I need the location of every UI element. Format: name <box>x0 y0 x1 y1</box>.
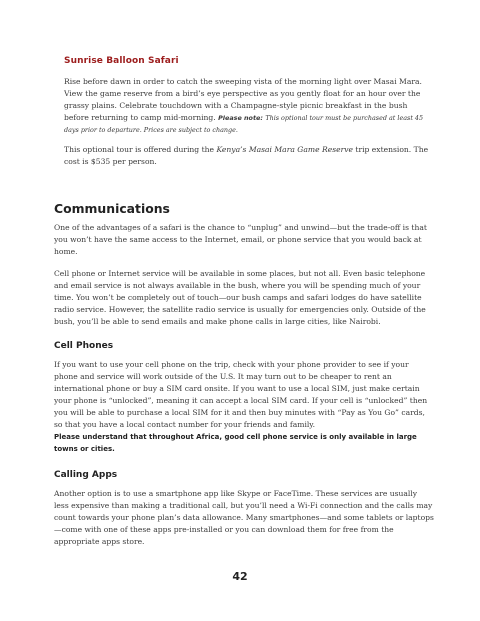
page-number: 42 <box>232 570 248 583</box>
optional-tour-section <box>64 56 434 176</box>
cell-phones-bold-note: Please understand that throughout Africa, good cell phone service is only available in large towns or cities. <box>54 433 417 453</box>
calling-apps-para: Another option is to use a smartphone app like Skype or FaceTime. These services are usually less expensive than making a traditional call, but you’ll need a Wi-Fi connection and the calls may count towards your phone plan’s data allowance. Many smartphones—and some tablets or laptops—come with one of these apps pre-installed or you can download them for free from the appropriate apps store. <box>54 489 434 546</box>
tour-title: Sunrise Balloon Safari <box>64 56 179 66</box>
tour-offer <box>64 144 434 168</box>
offer-prefix: This optional tour is offered during the <box>64 145 215 154</box>
tour-description-text: Rise before dawn in order to catch the sweeping vista of the morning light over Masai Mara. View the game reserve from a bird’s eye perspective as you gently float for an hour over the grassy plains. Celebrate touchdown with a Champagne-style picnic breakfast in the bush before returning to camp mid-morning. <box>64 77 422 122</box>
cell-phones-heading: Cell Phones <box>54 341 114 351</box>
communications-para-2: Cell phone or Internet service will be available in some places, but not all. Even basic telephone and email service is not always available in the bush, where you will be spending much of your time. You won’t be completely out of touch—our bush camps and safari lodges do have satellite radio service. However, the satellite radio service is usually for emergencies only. Outside of the bush, you’ll be able to send emails and make phone calls in large cities, like Nairobi. <box>54 269 426 326</box>
tour-description <box>64 76 434 136</box>
offer-suffix: trip extension. The cost is $535 per person. <box>64 145 429 166</box>
note-text: This optional tour must be purchased at least 45 days prior to departure. Prices are subject to change. <box>64 114 424 134</box>
calling-apps-heading: Calling Apps <box>54 470 118 480</box>
communications-heading: Communications <box>54 201 170 216</box>
offer-trip-name: Kenya’s Masai Mara Game Reserve <box>216 145 353 154</box>
note-label: Please note: <box>218 114 263 122</box>
communications-para-1: One of the advantages of a safari is the chance to “unplug” and unwind—but the trade-off is that you won’t have the same access to the Internet, email, or phone service that you would back at home. <box>54 223 427 256</box>
cell-phones-para: If you want to use your cell phone on the trip, check with your phone provider to see if your phone and service will work outside of the U.S. It may turn out to be cheaper to rent an international phone or buy a SIM card onsite. If you want to use a local SIM, just make certain your phone is “unlocked”, meaning it can accept a local SIM card. If your cell is “unlocked” then you will be able to purchase a local SIM for it and then buy minutes with “Pay as You Go” cards, so that you have a local contact number for your friends and family. <box>54 360 428 429</box>
